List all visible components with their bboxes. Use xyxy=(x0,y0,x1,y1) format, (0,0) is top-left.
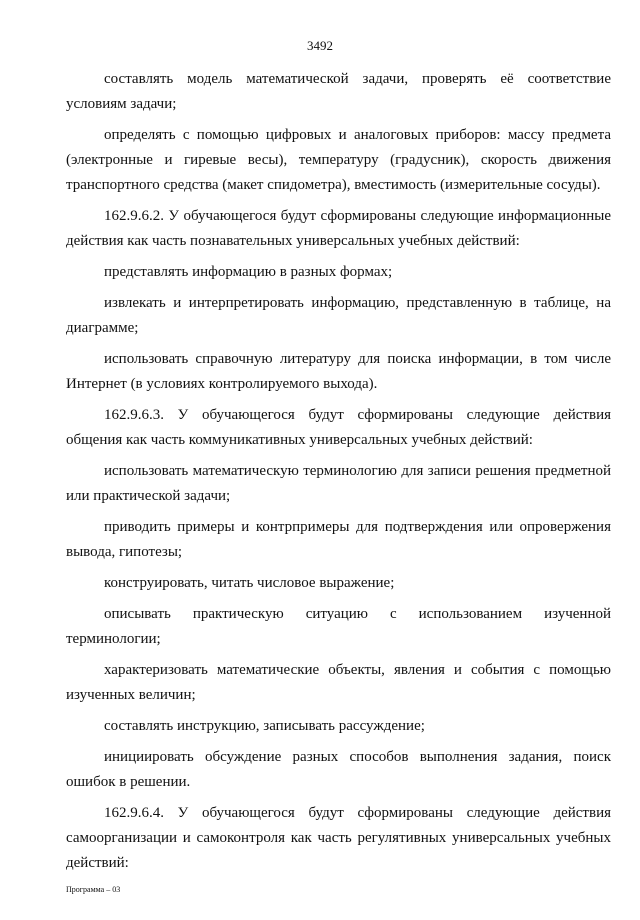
page-number: 3492 xyxy=(307,38,333,53)
paragraph: определять с помощью цифровых и аналоговых приборов: массу предмета (электронные и гиревые весы), температуру (градусник), скорость движения транспортного средства (макет спидометра), вместимость (измерительные сосуды). xyxy=(66,127,611,193)
paragraph: использовать математическую терминологию для записи решения предметной или практической задачи; xyxy=(66,463,611,504)
paragraph: использовать справочную литературу для поиска информации, в том числе Интернет (в условиях контролируемого выхода). xyxy=(66,351,611,392)
paragraph: описывать практическую ситуацию с использованием изученной терминологии; xyxy=(66,606,611,647)
paragraph: составлять модель математической задачи, проверять её соответствие условиям задачи; xyxy=(66,71,611,112)
paragraph: извлекать и интерпретировать информацию, представленную в таблице, на диаграмме; xyxy=(66,295,611,336)
footer-label: Программа – 03 xyxy=(66,885,121,894)
paragraph: инициировать обсуждение разных способов выполнения задания, поиск ошибок в решении. xyxy=(66,749,611,790)
paragraph: 162.9.6.3. У обучающегося будут сформированы следующие действия общения как часть коммуникативных универсальных учебных действий: xyxy=(66,407,611,448)
paragraph: характеризовать математические объекты, явления и события с помощью изученных величин; xyxy=(66,662,611,703)
paragraph: 162.9.6.4. У обучающегося будут сформированы следующие действия самоорганизации и самоконтроля как часть регулятивных универсальных учебных действий: xyxy=(66,805,611,871)
document-body xyxy=(66,67,611,882)
paragraph: приводить примеры и контрпримеры для подтверждения или опровержения вывода, гипотезы; xyxy=(66,519,611,560)
paragraph: представлять информацию в разных формах; xyxy=(104,264,393,280)
paragraph: конструировать, читать числовое выражение; xyxy=(104,575,395,591)
paragraph: 162.9.6.2. У обучающегося будут сформированы следующие информационные действия как часть познавательных универсальных учебных действий: xyxy=(66,208,611,249)
paragraph: составлять инструкцию, записывать рассуждение; xyxy=(104,718,425,734)
